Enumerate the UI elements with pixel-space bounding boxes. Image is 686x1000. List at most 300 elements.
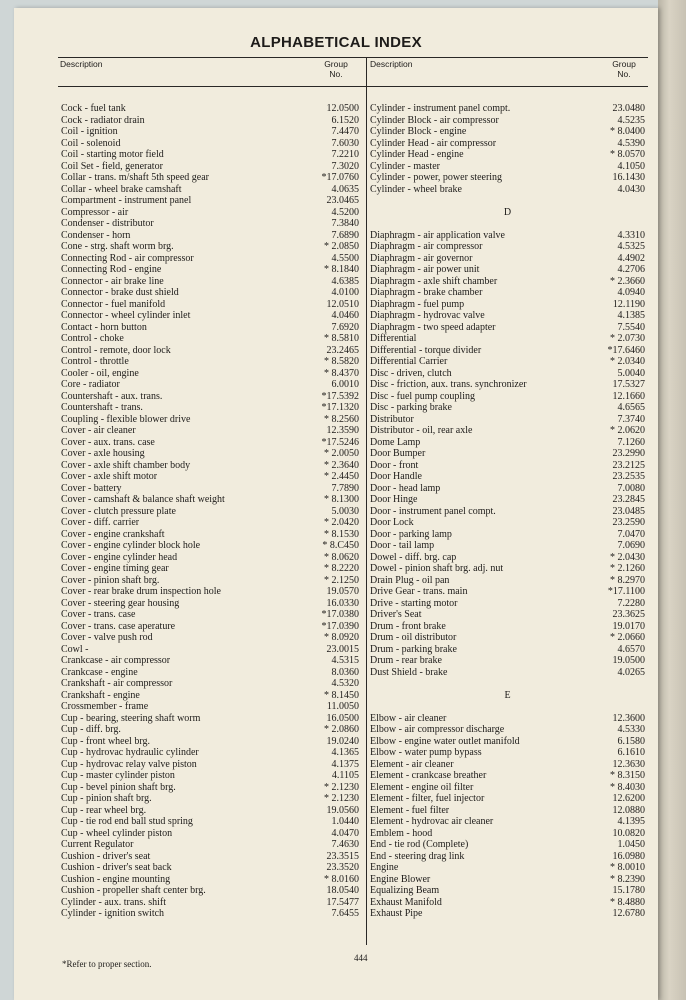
index-description: Cylinder - aux. trans. shift xyxy=(61,896,166,908)
index-row xyxy=(370,908,645,920)
index-description: Control - choke xyxy=(61,333,124,344)
left-group-header xyxy=(318,59,354,79)
group-number: 4.5500 xyxy=(331,252,359,264)
group-number: 4.0265 xyxy=(617,666,645,678)
index-row xyxy=(370,402,645,414)
index-row xyxy=(370,770,645,782)
index-row xyxy=(61,287,359,299)
group-number: *17.6460 xyxy=(607,344,645,356)
index-row xyxy=(370,713,645,725)
index-row xyxy=(370,103,645,115)
index-row xyxy=(61,563,359,575)
group-number: * 8.1300 xyxy=(324,494,359,505)
index-description: Elbow - water pump bypass xyxy=(370,747,482,758)
index-description: Coupling - flexible blower drive xyxy=(61,413,191,425)
index-row xyxy=(61,621,359,633)
group-number: 4.0635 xyxy=(331,183,359,195)
index-row xyxy=(370,448,645,460)
index-row xyxy=(61,161,359,173)
index-description: Elbow - air cleaner xyxy=(370,712,447,724)
group-number: 23.2125 xyxy=(612,459,645,471)
index-row xyxy=(370,517,645,529)
index-row xyxy=(370,172,645,184)
index-row xyxy=(61,667,359,679)
index-description: Differential - torque divider xyxy=(370,344,482,356)
group-number: 4.1385 xyxy=(617,310,645,321)
group-number: 10.0820 xyxy=(612,827,645,839)
group-number: * 8.0920 xyxy=(324,632,359,643)
index-description: Door - instrument panel compt. xyxy=(370,505,496,517)
index-description: Cover - axle shift chamber body xyxy=(61,459,191,471)
index-description: Diaphragm - air power unit xyxy=(370,264,480,275)
group-number: 7.6455 xyxy=(331,908,359,919)
group-number: * 8.4880 xyxy=(610,896,645,908)
index-row xyxy=(61,460,359,472)
index-row xyxy=(61,103,359,115)
index-description: Core - radiator xyxy=(61,379,120,390)
index-description: Cylinder - power, power steering xyxy=(370,172,503,183)
index-description: Diaphragm - hydrovac valve xyxy=(370,310,485,321)
group-number: * 8.C450 xyxy=(322,540,359,551)
index-row xyxy=(61,724,359,736)
group-number: * 2.0620 xyxy=(610,425,645,436)
index-description: Collar - wheel brake camshaft xyxy=(61,183,182,195)
index-row xyxy=(61,885,359,897)
index-description: Dust Shield - brake xyxy=(370,666,448,678)
index-row xyxy=(61,897,359,909)
index-description: Crankshaft - engine xyxy=(61,689,140,701)
index-row xyxy=(370,793,645,805)
index-description: Cover - air cleaner xyxy=(61,425,136,436)
index-description: Element - filter, fuel injector xyxy=(370,793,485,804)
group-number: 7.3740 xyxy=(617,413,645,425)
group-number: 4.4902 xyxy=(617,252,645,264)
group-number: 1.0440 xyxy=(331,816,359,827)
index-row xyxy=(370,483,645,495)
index-description: Cover - engine cylinder head xyxy=(61,551,178,563)
group-number: 7.0470 xyxy=(617,528,645,540)
group-number: * 8.2220 xyxy=(324,563,359,574)
page-edge xyxy=(658,0,686,1000)
group-number: * 8.0160 xyxy=(324,873,359,885)
index-description: Element - engine oil filter xyxy=(370,781,474,793)
group-number: 7.0690 xyxy=(617,540,645,551)
group-number: * 8.4370 xyxy=(324,367,359,379)
index-description: Cover - engine timing gear xyxy=(61,563,169,574)
index-row xyxy=(370,333,645,345)
group-number: 7.6030 xyxy=(331,137,359,149)
index-row xyxy=(61,736,359,748)
index-description: Cylinder Block - air compressor xyxy=(370,114,499,126)
index-description: Connecting Rod - engine xyxy=(61,264,162,275)
index-row xyxy=(61,322,359,334)
group-number: * 8.0570 xyxy=(610,149,645,160)
index-row xyxy=(61,299,359,311)
index-row xyxy=(61,356,359,368)
index-row xyxy=(61,851,359,863)
group-number: 6.0010 xyxy=(331,379,359,390)
index-description: Cover - camshaft & balance shaft weight xyxy=(61,494,225,505)
group-number: 7.4630 xyxy=(331,839,359,850)
index-description: Door Hinge xyxy=(370,494,418,505)
group-number: 23.2990 xyxy=(612,448,645,459)
group-number: * 8.0010 xyxy=(610,862,645,873)
index-row xyxy=(370,149,645,161)
group-number: 6.1610 xyxy=(617,747,645,758)
index-description: Cover - valve push rod xyxy=(61,632,153,643)
index-description: Coil - starting motor field xyxy=(61,149,164,160)
index-description: Collar - trans. m/shaft 5th speed gear xyxy=(61,172,210,183)
index-description: Element - crankcase breather xyxy=(370,770,487,781)
index-row xyxy=(370,437,645,449)
index-row xyxy=(61,310,359,322)
index-row xyxy=(370,425,645,437)
index-row xyxy=(370,805,645,817)
index-description: Connecting Rod - air compressor xyxy=(61,252,194,264)
index-row xyxy=(61,379,359,391)
group-number: * 2.0730 xyxy=(610,333,645,344)
page-number: 444 xyxy=(354,953,368,963)
index-row xyxy=(61,448,359,460)
index-row xyxy=(370,736,645,748)
group-number: * 2.0340 xyxy=(610,356,645,367)
index-description: Drive Gear - trans. main xyxy=(370,586,468,597)
index-row xyxy=(370,195,645,207)
group-number: 6.1520 xyxy=(331,114,359,126)
index-description: Diaphragm - axle shift chamber xyxy=(370,275,498,287)
index-row xyxy=(61,437,359,449)
index-row xyxy=(61,115,359,127)
index-row xyxy=(370,598,645,610)
group-number: 23.0480 xyxy=(612,103,645,114)
group-number: 17.5477 xyxy=(326,896,359,908)
index-description: Door - head lamp xyxy=(370,482,441,494)
group-number: 19.0560 xyxy=(326,804,359,816)
group-number: *17.5392 xyxy=(321,390,359,402)
index-row xyxy=(370,322,645,334)
group-number: 12.0510 xyxy=(326,298,359,310)
index-description: Current Regulator xyxy=(61,839,134,850)
index-description: Coil - ignition xyxy=(61,126,118,137)
index-description: Cylinder Head - engine xyxy=(370,149,464,160)
index-description: Cover - battery xyxy=(61,482,122,494)
index-description: Distributor - oil, rear axle xyxy=(370,425,473,436)
index-row xyxy=(61,184,359,196)
index-description: Diaphragm - air compressor xyxy=(370,241,483,252)
index-description: Countershaft - aux. trans. xyxy=(61,390,163,402)
index-row xyxy=(61,552,359,564)
index-row xyxy=(370,897,645,909)
index-description: Condenser - horn xyxy=(61,229,131,241)
index-description: Cover - diff. carrier xyxy=(61,517,140,528)
top-rule xyxy=(58,57,648,58)
index-row xyxy=(61,575,359,587)
index-row xyxy=(61,402,359,414)
index-row xyxy=(61,253,359,265)
index-row xyxy=(370,506,645,518)
index-row xyxy=(370,379,645,391)
index-description: Cover - rear brake drum inspection hole xyxy=(61,586,221,597)
index-row xyxy=(61,425,359,437)
index-description: Cup - front wheel brg. xyxy=(61,735,150,747)
index-row xyxy=(370,161,645,173)
group-number: 23.3515 xyxy=(326,850,359,862)
group-number: 4.1050 xyxy=(617,160,645,172)
index-description: Cover - engine cylinder block hole xyxy=(61,540,201,551)
group-number: 12.3590 xyxy=(326,425,359,436)
index-row xyxy=(370,494,645,506)
group-number: * 2.0850 xyxy=(324,241,359,252)
index-description: Connector - wheel cylinder inlet xyxy=(61,310,191,321)
index-row xyxy=(61,471,359,483)
index-description: Door Lock xyxy=(370,517,414,528)
index-row xyxy=(61,839,359,851)
index-description: Cup - pinion shaft brg. xyxy=(61,793,152,804)
index-row xyxy=(61,759,359,771)
index-description: Cup - diff. brg. xyxy=(61,724,121,735)
group-number: 23.2535 xyxy=(612,471,645,482)
index-description: Cowl - xyxy=(61,643,89,655)
index-description: Compressor - air xyxy=(61,206,129,218)
index-description: Cylinder - instrument panel compt. xyxy=(370,103,511,114)
index-row xyxy=(370,310,645,322)
index-row xyxy=(370,138,645,150)
group-number: 12.0880 xyxy=(612,804,645,816)
index-row xyxy=(370,552,645,564)
group-number: 23.0485 xyxy=(612,505,645,517)
index-row xyxy=(370,575,645,587)
index-description: Cover - pinion shaft brg. xyxy=(61,574,160,586)
group-number: * 2.0860 xyxy=(324,724,359,735)
index-description: Cup - bevel pinion shaft brg. xyxy=(61,781,176,793)
index-description: Element - hydrovac air cleaner xyxy=(370,816,494,827)
index-description: Cushion - driver's seat xyxy=(61,850,151,862)
group-number: 23.0015 xyxy=(326,643,359,655)
group-number: * 8.1450 xyxy=(324,689,359,701)
section-letter: D xyxy=(503,206,512,218)
group-number: 7.0080 xyxy=(617,482,645,494)
left-index-column xyxy=(61,103,359,920)
group-number: * 8.2390 xyxy=(610,873,645,885)
index-row xyxy=(370,747,645,759)
group-number: 4.1105 xyxy=(331,770,359,781)
index-description: Cock - radiator drain xyxy=(61,114,145,126)
index-description: Elbow - air compressor discharge xyxy=(370,724,505,735)
index-row xyxy=(61,195,359,207)
index-row xyxy=(370,529,645,541)
group-number: 4.2706 xyxy=(617,264,645,275)
group-number: 4.0460 xyxy=(331,310,359,321)
index-description: Crankcase - engine xyxy=(61,666,138,678)
index-row xyxy=(61,506,359,518)
index-description: Cylinder - ignition switch xyxy=(61,908,165,919)
group-number: * 2.1260 xyxy=(610,563,645,574)
right-index-column xyxy=(370,103,645,920)
index-description: Drum - front brake xyxy=(370,620,446,632)
index-row xyxy=(370,609,645,621)
index-row xyxy=(370,299,645,311)
index-description: Element - air cleaner xyxy=(370,758,454,770)
group-number: 11.0050 xyxy=(326,701,359,712)
group-number: * 2.4450 xyxy=(324,471,359,482)
index-row xyxy=(370,644,645,656)
index-description: Coil Set - field, generator xyxy=(61,160,163,172)
index-row xyxy=(370,241,645,253)
index-description: Drive - starting motor xyxy=(370,597,458,609)
index-row xyxy=(61,655,359,667)
index-row xyxy=(61,586,359,598)
group-number: 4.5330 xyxy=(617,724,645,735)
index-description: Door Bumper xyxy=(370,448,426,459)
index-row xyxy=(61,241,359,253)
group-number: 12.1660 xyxy=(612,390,645,402)
index-row xyxy=(61,207,359,219)
index-row xyxy=(61,805,359,817)
index-row xyxy=(61,149,359,161)
index-description: Cushion - driver's seat back xyxy=(61,862,172,873)
group-number: 23.3625 xyxy=(612,609,645,620)
header-rule xyxy=(58,86,648,87)
right-group-header xyxy=(606,59,642,79)
index-row xyxy=(61,126,359,138)
group-number: 18.0540 xyxy=(326,885,359,896)
index-description: Dowel - diff. brg. cap xyxy=(370,551,457,563)
index-row xyxy=(370,678,645,690)
group-number: * 2.0050 xyxy=(324,448,359,459)
group-number: 12.6780 xyxy=(612,908,645,919)
group-number: * 2.0420 xyxy=(324,517,359,528)
index-description: Cylinder Head - air compressor xyxy=(370,137,497,149)
group-number: 12.3630 xyxy=(612,758,645,770)
index-row xyxy=(370,276,645,288)
group-number: 19.0170 xyxy=(612,620,645,632)
group-number: * 8.2970 xyxy=(610,574,645,586)
group-number: 7.7890 xyxy=(331,482,359,494)
index-row xyxy=(61,529,359,541)
index-row xyxy=(61,494,359,506)
index-description: Cup - master cylinder piston xyxy=(61,770,175,781)
index-description: Dowel - pinion shaft brg. adj. nut xyxy=(370,563,504,574)
index-description: Cup - wheel cylinder piston xyxy=(61,827,173,839)
group-number: * 8.3150 xyxy=(610,770,645,781)
group-number: 12.1190 xyxy=(612,298,645,310)
group-number: 19.0570 xyxy=(326,586,359,597)
index-row xyxy=(61,874,359,886)
group-number: 16.0500 xyxy=(326,712,359,724)
index-description: Disc - friction, aux. trans. synchronizer xyxy=(370,379,527,390)
group-number: 4.5200 xyxy=(331,206,359,218)
index-description: Crankshaft - air compressor xyxy=(61,678,173,689)
group-number: 4.5320 xyxy=(331,678,359,689)
index-row xyxy=(61,782,359,794)
index-description: Disc - driven, clutch xyxy=(370,367,452,379)
index-description: Cylinder - wheel brake xyxy=(370,183,462,195)
index-row xyxy=(370,184,645,196)
index-row xyxy=(370,471,645,483)
group-number: 12.0500 xyxy=(326,103,359,114)
group-number: 4.0430 xyxy=(617,183,645,195)
index-description: Coil - solenoid xyxy=(61,137,121,149)
index-row xyxy=(370,851,645,863)
index-description: Drum - oil distributor xyxy=(370,632,457,643)
index-description: Dome Lamp xyxy=(370,436,421,448)
index-description: Cup - bearing, steering shaft worm xyxy=(61,712,201,724)
index-description: Cover - steering gear housing xyxy=(61,597,180,609)
index-description: Door - tail lamp xyxy=(370,540,435,551)
index-row xyxy=(370,414,645,426)
index-description: Crankcase - air compressor xyxy=(61,655,171,666)
index-row xyxy=(370,356,645,368)
index-description: Driver's Seat xyxy=(370,609,422,620)
group-number: 7.2280 xyxy=(617,597,645,609)
index-description: Countershaft - trans. xyxy=(61,402,143,413)
index-row xyxy=(370,563,645,575)
index-description: Crossmember - frame xyxy=(61,701,149,712)
group-number: 23.2845 xyxy=(612,494,645,505)
group-number: *17.0390 xyxy=(321,620,359,632)
index-description: Exhaust Manifold xyxy=(370,896,442,908)
index-description: Cup - hydrovac relay valve piston xyxy=(61,758,197,770)
index-description: Cylinder - master xyxy=(370,160,440,172)
index-row xyxy=(370,218,645,230)
index-description: Engine xyxy=(370,862,399,873)
group-number: * 2.0430 xyxy=(610,551,645,563)
index-description: Cone - strg. shaft worm brg. xyxy=(61,241,174,252)
group-number: 7.4470 xyxy=(331,126,359,137)
group-number: 17.5327 xyxy=(612,379,645,390)
index-row xyxy=(370,368,645,380)
group-number: * 8.1840 xyxy=(324,264,359,275)
index-row xyxy=(370,874,645,886)
group-number: 4.1365 xyxy=(331,747,359,758)
index-row xyxy=(370,782,645,794)
index-description: Drum - rear brake xyxy=(370,655,442,666)
index-row xyxy=(370,632,645,644)
group-number: 6.1580 xyxy=(617,735,645,747)
group-number: 4.6385 xyxy=(331,275,359,287)
index-row xyxy=(61,138,359,150)
group-number: 5.0040 xyxy=(617,367,645,379)
index-row xyxy=(61,816,359,828)
index-row xyxy=(61,391,359,403)
group-number: * 2.1230 xyxy=(324,781,359,793)
index-row xyxy=(370,655,645,667)
index-row xyxy=(370,264,645,276)
index-row xyxy=(370,862,645,874)
index-description: Element - fuel filter xyxy=(370,804,450,816)
group-number: * 8.5810 xyxy=(324,333,359,344)
index-row xyxy=(370,115,645,127)
index-description: Distributor xyxy=(370,413,414,425)
group-number: * 2.3640 xyxy=(324,459,359,471)
group-number: 19.0500 xyxy=(612,655,645,666)
index-row xyxy=(61,483,359,495)
group-number: *17.1100 xyxy=(607,586,645,597)
index-row xyxy=(370,759,645,771)
group-number: 4.5325 xyxy=(617,241,645,252)
index-row xyxy=(61,678,359,690)
index-row xyxy=(61,540,359,552)
right-group-header-line1: Group xyxy=(612,59,636,69)
index-description: Exhaust Pipe xyxy=(370,908,423,919)
group-number: * 8.4030 xyxy=(610,781,645,793)
index-description: Differential xyxy=(370,333,417,344)
index-row xyxy=(61,333,359,345)
index-description: Diaphragm - fuel pump xyxy=(370,298,465,310)
index-row xyxy=(61,414,359,426)
index-description: Connector - fuel manifold xyxy=(61,298,166,310)
index-description: Cushion - propeller shaft center brg. xyxy=(61,885,206,896)
